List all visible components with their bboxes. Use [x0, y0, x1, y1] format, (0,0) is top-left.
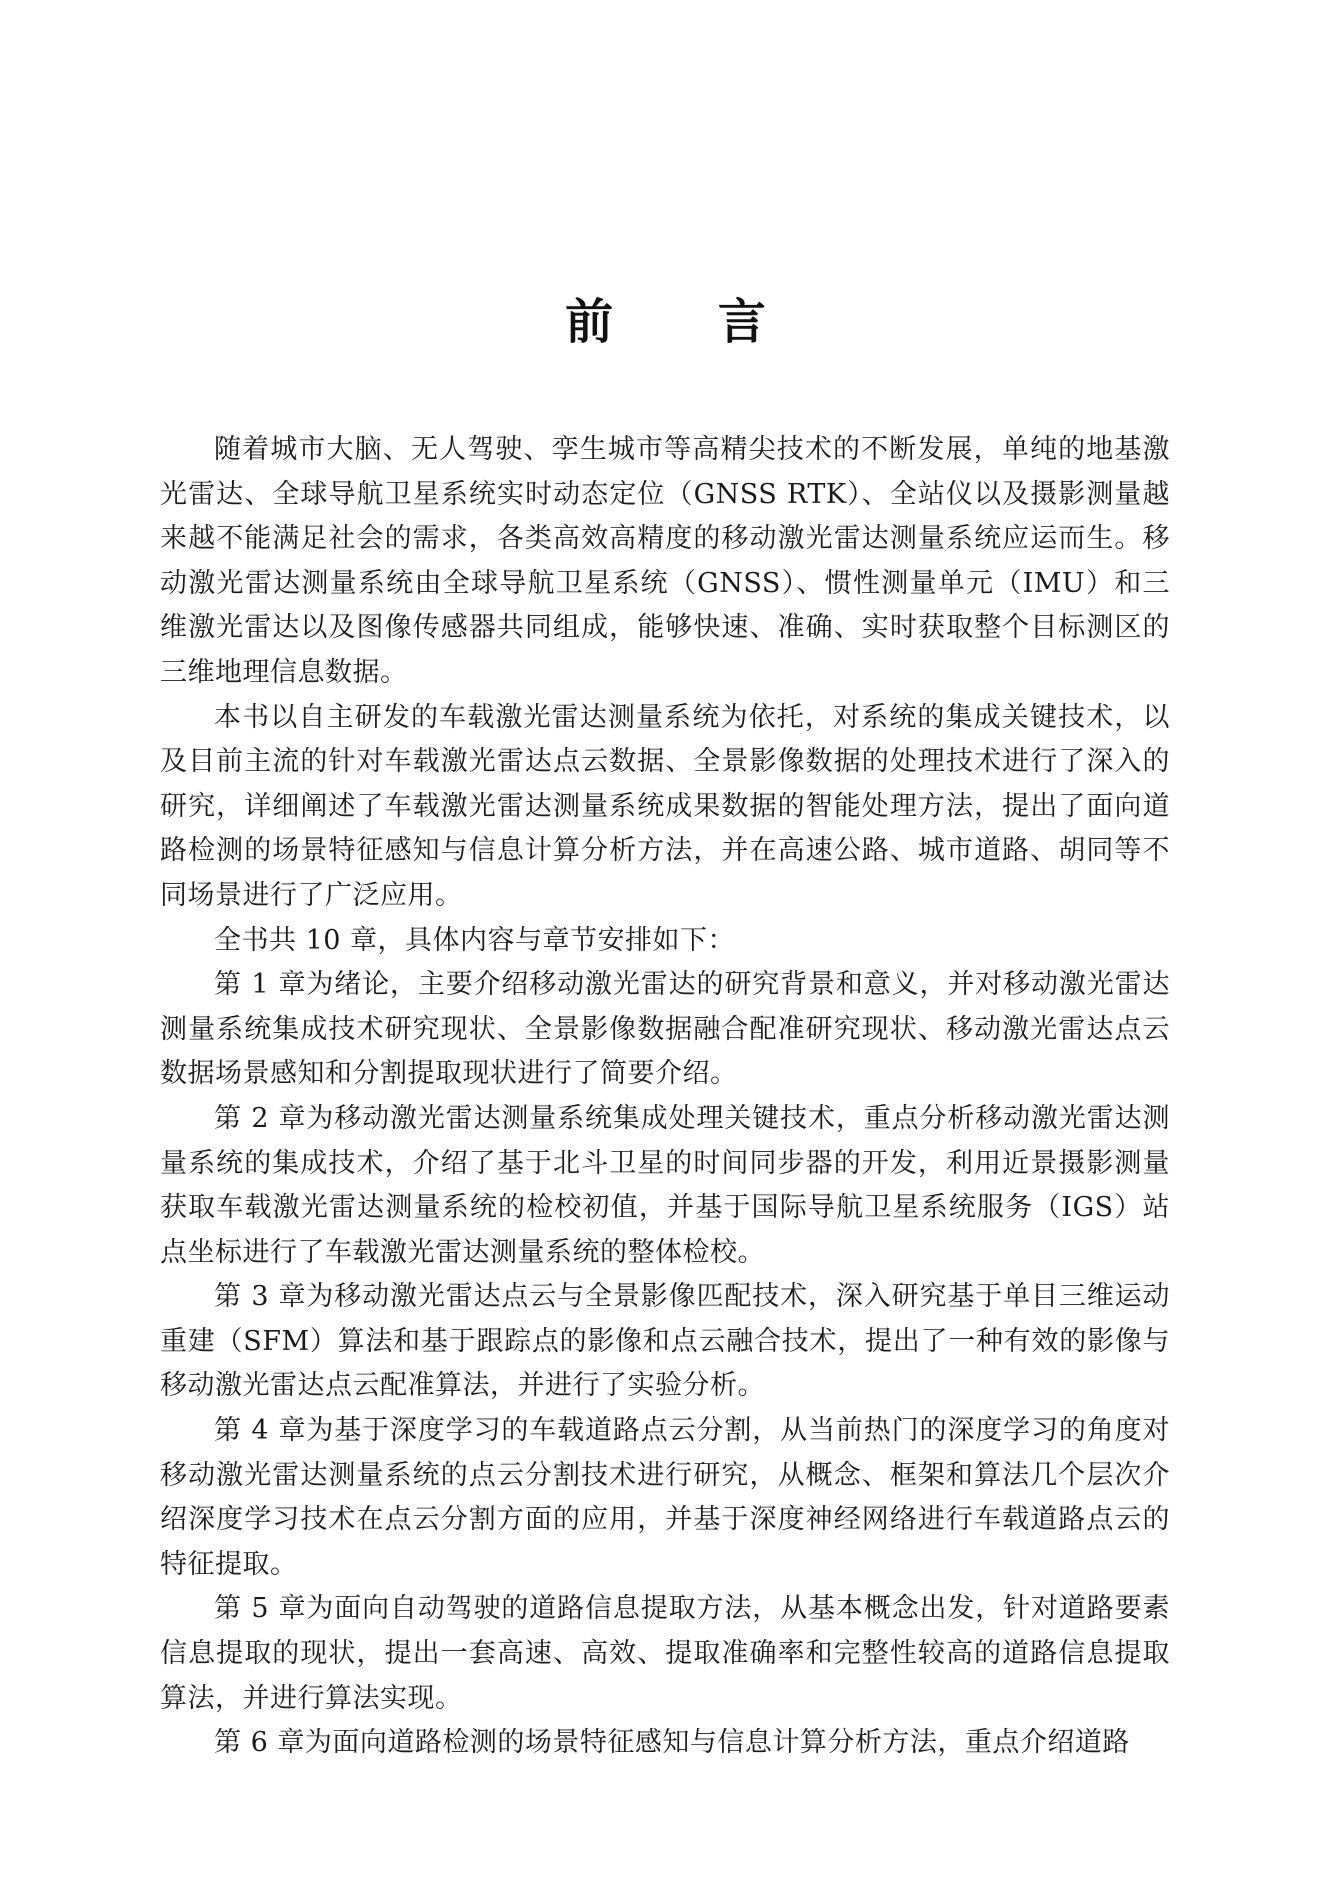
- paragraph-chapter-2: 第 2 章为移动激光雷达测量系统集成处理关键技术，重点分析移动激光雷达测量系统的集成技术，介绍了基于北斗卫星的时间同步器的开发，利用近景摄影测量获取车载激光雷达测量系统的检校初值，并基于国际导航卫星系统服务（IGS）站点坐标进行了车载激光雷达测量系统的整体检校。: [160, 1102, 1170, 1268]
- paragraph-chapter-4: 第 4 章为基于深度学习的车载道路点云分割，从当前热门的深度学习的角度对移动激光雷达测量系统的点云分割技术进行研究，从概念、框架和算法几个层次介绍深度学习技术在点云分割方面的应用，并基于深度神经网络进行车载道路点云的特征提取。: [160, 1415, 1170, 1580]
- paragraph-chapter-3: 第 3 章为移动激光雷达点云与全景影像匹配技术，深入研究基于单目三维运动重建（SFM）算法和基于跟踪点的影像和点云融合技术，提出了一种有效的影像与移动激光雷达点云配准算法，并进行了实验分析。: [160, 1281, 1170, 1402]
- paragraph-intro: 随着城市大脑、无人驾驶、孪生城市等高精尖技术的不断发展，单纯的地基激光雷达、全球导航卫星系统实时动态定位（GNSS RTK）、全站仪以及摄影测量越来越不能满足社会的需求，各类高效高精度的移动激光雷达测量系统应运而生。移动激光雷达测量系统由全球导航卫星系统（GNSS）、惯性测量单元（IMU）和三维激光雷达以及图像传感器共同组成，能够快速、准确、实时获取整个目标测区的三维地理信息数据。: [160, 434, 1170, 688]
- paragraph-chapter-5: 第 5 章为面向自动驾驶的道路信息提取方法，从基本概念出发，针对道路要素信息提取的现状，提出一套高速、高效、提取准确率和完整性较高的道路信息提取算法，并进行算法实现。: [160, 1593, 1170, 1714]
- page-title: 前 言: [565, 294, 810, 350]
- paragraph-book-overview: 本书以自主研发的车载激光雷达测量系统为依托，对系统的集成关键技术，以及目前主流的针对车载激光雷达点云数据、全景影像数据的处理技术进行了深入的研究，详细阐述了车载激光雷达测量系统成果数据的智能处理方法，提出了面向道路检测的场景特征感知与信息计算分析方法，并在高速公路、城市道路、胡同等不同场景进行了广泛应用。: [160, 701, 1170, 911]
- paragraph-chapter-6: 第 6 章为面向道路检测的场景特征感知与信息计算分析方法，重点介绍道路: [214, 1727, 1130, 1759]
- paragraph-chapter-summary: 全书共 10 章，具体内容与章节安排如下：: [214, 924, 736, 956]
- preface-body: [160, 428, 1170, 1766]
- paragraph-chapter-1: 第 1 章为绪论，主要介绍移动激光雷达的研究背景和意义，并对移动激光雷达测量系统集成技术研究现状、全景影像数据融合配准研究现状、移动激光雷达点云数据场景感知和分割提取现状进行了简要介绍。: [160, 969, 1170, 1090]
